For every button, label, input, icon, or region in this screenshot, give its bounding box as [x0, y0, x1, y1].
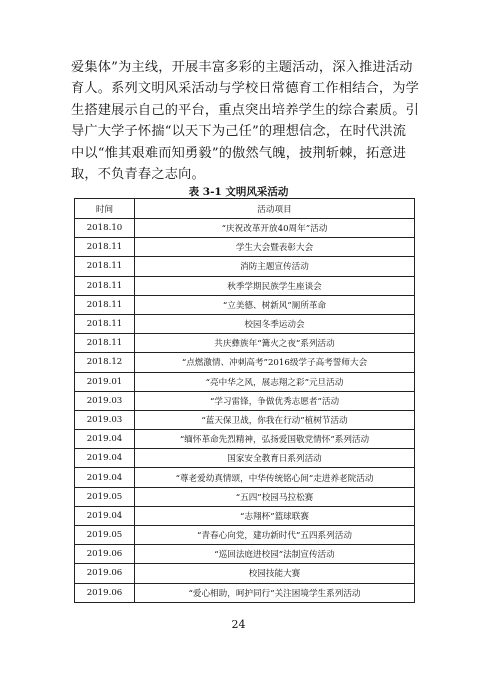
cell-time: 2019.04: [75, 468, 135, 487]
table-row: [75, 526, 415, 545]
table-row: [75, 314, 415, 333]
cell-activity: “蓝天保卫战，你我在行动”植树节活动: [135, 410, 415, 429]
cell-time: 2019.04: [75, 430, 135, 449]
paragraph-line: 生搭建展示自己的平台，重点突出培养学生的综合素质。引: [71, 102, 420, 118]
cell-activity: 校园技能大赛: [135, 564, 415, 583]
table-row: [75, 372, 415, 391]
table-row: [75, 487, 415, 506]
cell-time: 2018.11: [75, 334, 135, 353]
cell-time: 2019.06: [75, 583, 135, 602]
table-row: [75, 276, 415, 295]
table-row: [75, 257, 415, 276]
table-row: [75, 468, 415, 487]
table-row: [75, 564, 415, 583]
cell-activity: “爱心相助，呵护同行”关注困境学生系列活动: [135, 583, 415, 602]
cell-time: 2018.11: [75, 276, 135, 295]
cell-time: 2019.06: [75, 564, 135, 583]
table-row: [75, 353, 415, 372]
cell-activity: “缅怀革命先烈精神，弘扬爱国敬党情怀”系列活动: [135, 430, 415, 449]
cell-activity: 校园冬季运动会: [135, 314, 415, 333]
cell-activity: 消防主题宣传活动: [135, 257, 415, 276]
table-row: [75, 410, 415, 429]
cell-activity: “立美德、树新风”厕所革命: [135, 295, 415, 314]
table-row: [75, 238, 415, 257]
cell-activity: “青春心向党，建功新时代”五四系列活动: [135, 526, 415, 545]
table-row: [75, 334, 415, 353]
cell-activity: 学生大会暨表彰大会: [135, 238, 415, 257]
cell-time: 2018.11: [75, 257, 135, 276]
cell-activity: “巡回法庭进校园”法制宣传活动: [135, 545, 415, 564]
table-row: [75, 295, 415, 314]
cell-time: 2019.04: [75, 449, 135, 468]
cell-time: 2019.05: [75, 526, 135, 545]
table-caption: 表 3-1 文明风采活动: [188, 186, 289, 198]
paragraph-line: 育人。系列文明风采活动与学校日常德育工作相结合，为学: [71, 81, 420, 97]
table-row: [75, 391, 415, 410]
table-row: [75, 506, 415, 525]
cell-time: 2019.01: [75, 372, 135, 391]
cell-activity: “学习雷锋，争做优秀志愿者”活动: [135, 391, 415, 410]
cell-activity: “五四”校园马拉松赛: [135, 487, 415, 506]
cell-activity: “点燃激情、冲刺高考”2016级学子高考誓师大会: [135, 353, 415, 372]
cell-time: 2018.12: [75, 353, 135, 372]
table-header-row: [75, 199, 415, 219]
paragraph-line: 爱集体”为主线，开展丰富多彩的主题活动，深入推进活动: [71, 60, 413, 75]
cell-time: 2019.03: [75, 391, 135, 410]
activity-table: [74, 198, 415, 603]
page-number: 24: [231, 618, 246, 631]
cell-time: 2019.04: [75, 506, 135, 525]
body-paragraph: [71, 57, 420, 185]
table-row: [75, 449, 415, 468]
table-body: [75, 219, 415, 603]
cell-time: 2018.11: [75, 238, 135, 257]
paragraph-line: 导广大学子怀揣“以天下为己任”的理想信念，在时代洪流: [71, 124, 407, 140]
cell-time: 2018.11: [75, 314, 135, 333]
cell-activity: “尊老爱幼真情颂，中华传统铭心间”走进养老院活动: [135, 468, 415, 487]
table-row: [75, 219, 415, 238]
cell-time: 2019.06: [75, 545, 135, 564]
cell-time: 2018.11: [75, 295, 135, 314]
cell-time: 2018.10: [75, 219, 135, 238]
paragraph-line: 取，不负青春之志向。: [71, 167, 205, 183]
cell-activity: 秋季学期民族学生座谈会: [135, 276, 415, 295]
cell-activity: 共庆彝族年“篝火之夜”系列活动: [135, 334, 415, 353]
header-time: 时间: [75, 199, 135, 219]
paragraph-line: 中以“惟其艰难而知勇毅”的傲然气魄，披荆斩棘，拓意进: [71, 145, 407, 161]
cell-time: 2019.05: [75, 487, 135, 506]
table-row: [75, 583, 415, 602]
table-row: [75, 430, 415, 449]
cell-time: 2019.03: [75, 410, 135, 429]
table-row: [75, 545, 415, 564]
header-activity: 活动项目: [135, 199, 415, 219]
cell-activity: “志翔杯”篮球联赛: [135, 506, 415, 525]
cell-activity: “亮中华之风，展志翔之彩”元旦活动: [135, 372, 415, 391]
cell-activity: 国家安全教育日系列活动: [135, 449, 415, 468]
cell-activity: “庆祝改革开放40周年”活动: [135, 219, 415, 238]
